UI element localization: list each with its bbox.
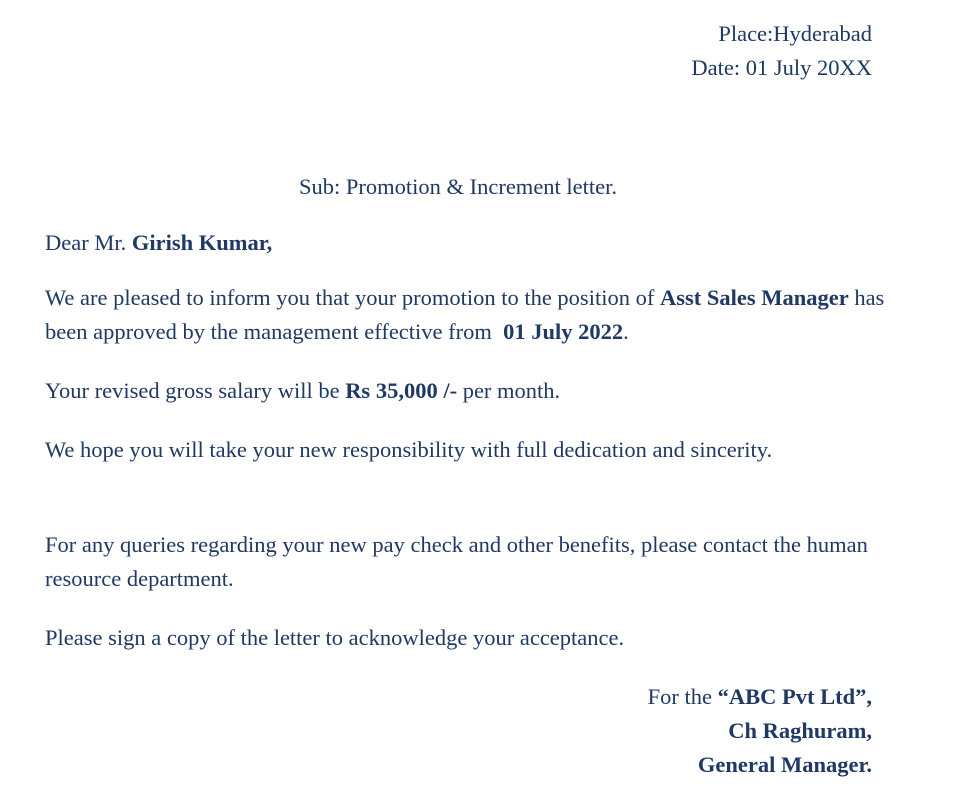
signatory-designation <box>648 748 872 782</box>
for-company-line <box>648 680 872 714</box>
salutation-prefix: Dear Mr. <box>45 230 127 255</box>
new-position: Asst Sales Manager <box>659 285 849 310</box>
promotion-text-a: We are pleased to inform you that your promotion to the position of <box>45 285 655 310</box>
salary-paragraph <box>45 374 885 408</box>
acceptance-paragraph: Please sign a copy of the letter to acknowledge your acceptance. <box>45 625 625 650</box>
place-line <box>718 17 872 51</box>
signatory-name <box>648 714 872 748</box>
signature-block <box>648 680 872 782</box>
effective-date: 01 July 2022 <box>503 319 624 344</box>
date-line <box>691 51 872 85</box>
place-label: Place: <box>718 21 774 46</box>
salary-text-a: Your revised gross salary will be <box>45 378 340 403</box>
promotion-paragraph <box>45 281 885 349</box>
subject-line: Sub: Promotion & Increment letter. <box>298 174 618 199</box>
promotion-text-b: has been approved by the management effective from <box>45 285 885 344</box>
signatory-name-text: Ch Raghuram, <box>728 718 872 743</box>
salutation <box>45 226 885 260</box>
date-value: 01 July 20XX <box>745 55 872 80</box>
salary-amount: Rs 35,000 /- <box>345 378 458 403</box>
for-label: For the <box>647 684 712 709</box>
queries-paragraph: For any queries regarding your new pay check and other benefits, please contact the human resource department. <box>45 532 868 591</box>
company-name: “ABC Pvt Ltd”, <box>717 684 872 709</box>
date-label: Date: <box>691 55 741 80</box>
recipient-name: Girish Kumar, <box>131 230 273 255</box>
promotion-text-c: . <box>623 319 629 344</box>
place-value: Hyderabad <box>773 21 872 46</box>
responsibility-paragraph: We hope you will take your new responsibility with full dedication and sincerity. <box>45 437 773 462</box>
salary-text-b: per month. <box>462 378 561 403</box>
designation-text: General Manager. <box>697 752 872 777</box>
